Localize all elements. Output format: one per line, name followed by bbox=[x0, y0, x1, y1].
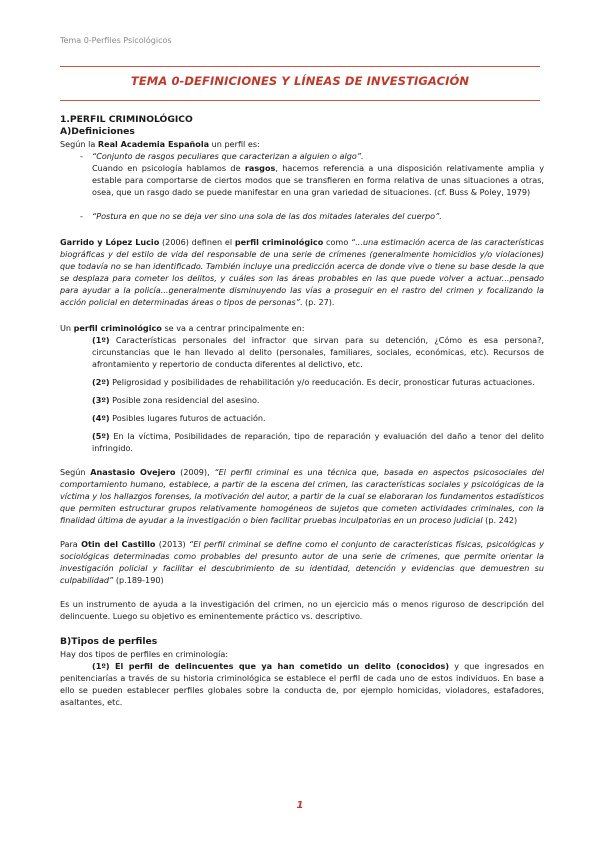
focus-point-2: (2º) Peligrosidad y posibilidades de rehabilitación y/o reeducación. Es decir, pronosticar futuras actuaciones. bbox=[92, 377, 535, 387]
definition-item-1 bbox=[60, 150, 544, 198]
subheading-definiciones: A)Definiciones bbox=[60, 126, 135, 137]
section-heading-perfil: 1.PERFIL CRIMINOLÓGICO bbox=[60, 114, 193, 125]
title-rule-bottom bbox=[60, 100, 540, 101]
tipos-item-1: (1º) El perfil de delincuentes que ya han cometido un delito (conocidos) y que ingresados en penitenciarías a través de su historia criminológica se establece el perfil de cada uno de estos individuos. En base a ello se pueden establecer perfiles globales sobre la conducta de, por ejemplo homicidas, violadores, estafadores, asaltantes, etc. bbox=[60, 661, 544, 707]
focus-point-4: (4º) Posibles lugares futuros de actuación. bbox=[92, 413, 266, 423]
subheading-tipos: B)Tipos de perfiles bbox=[60, 636, 158, 647]
closing-paragraph: Es un instrumento de ayuda a la investigación del crimen, no un ejercicio más o menos riguroso de descripción del delincuente. Luego su objetivo es eminentemente práctico vs. descriptivo. bbox=[60, 599, 544, 621]
dash-bullet: - bbox=[80, 211, 83, 221]
focus-points-list bbox=[60, 334, 544, 454]
definition-item-2 bbox=[60, 210, 544, 222]
document-title: TEMA 0-DEFINICIONES Y LÍNEAS DE INVESTIGACIÓN bbox=[130, 74, 470, 88]
dash-bullet: - bbox=[80, 151, 83, 161]
focus-point-5: (5º) En la víctima, Posibilidades de reparación, tipo de reparación y evaluación del daño a tenor del delito infringido. bbox=[92, 431, 544, 453]
title-rule-top bbox=[60, 66, 540, 67]
garrido-paragraph: Garrido y López Lucio (2006) definen el perfil criminológico como “...una estimación acerca de las características biográficas y del estilo de vida del responsable de una serie de crímenes (generalmente homicidios y/o violaciones) que todavía no se han identificado. También incluye una predicción acerca de donde vive o tiene su base desde la que se desplaza para cometer los delitos, y cuáles son las áreas probables en las que puede volver a actuar...pensado para ayudar a la policía...generalmente disminuyendo las vías a proseguir en el rastro del crimen y focalizando la acción policial en determinadas áreas o tipos de personas”. (p. 27). bbox=[60, 237, 544, 307]
tipos-intro: Hay dos tipos de perfiles en criminología: bbox=[60, 649, 229, 659]
page-number: 1 bbox=[296, 800, 304, 811]
document-body bbox=[60, 114, 544, 708]
definition-quote-1: “Conjunto de rasgos peculiares que caracterizan a alguien o algo”. bbox=[92, 151, 364, 161]
focus-point-3: (3º) Posible zona residencial del asesino. bbox=[92, 395, 260, 405]
ovejero-paragraph: Según Anastasio Ovejero (2009), “El perfil criminal es una técnica que, basada en aspectos psicosociales del comportamiento humano, establece, a partir de la escena del crimen, las características sociales y psicológicas de la víctima y los hallazgos forenses, la motivación del autor, a partir de la cual se elaboraran los fundamentos estadísticos que permiten estructurar grupos relativamente homogéneos de sujetos que cometen actividades criminales, con la finalidad última de ayudar a la investigación o bien facilitar pruebas inculpatorias en un proceso judicial (p. 242) bbox=[60, 467, 544, 525]
definition-quote-2: “Postura en que no se deja ver sino una sola de las dos mitades laterales del cuerpo”. bbox=[92, 211, 442, 221]
focus-point-1: (1º) Características personales del infractor que sirvan para su detención, ¿Cómo es esa persona?, circunstancias que le han llevado al delito (personales, familiares, sociales, económicas, etc). Recursos de afrontamiento y repertorio de conducta diferentes al delictivo, etc. bbox=[92, 335, 544, 369]
rasgos-explanation: Cuando en psicología hablamos de rasgos, hacemos referencia a una disposición relativamente amplia y estable para comportarse de ciertos modos que se transfieren en forma relativa de unas situaciones a otras, osea, que un rasgo dado se puede manifestar en una gran variedad de situaciones. (cf. Buss & Poley, 1979) bbox=[92, 163, 545, 197]
rae-intro: Según la Real Academia Española un perfil es: bbox=[60, 139, 260, 149]
otin-paragraph: Para Otin del Castillo (2013) “El perfil criminal se define como el conjunto de características físicas, psicológicas y sociológicas determinadas como probables del presunto autor de una serie de crímenes, que permite orientar la investigación policial y facilitar el descubrimiento de su identidad, detención y evidencias que demuestren su culpabilidad” (p.189-190) bbox=[60, 539, 544, 585]
running-header: Tema 0-Perfiles Psicológicos bbox=[60, 36, 172, 45]
centra-intro: Un perfil criminológico se va a centrar principalmente en: bbox=[60, 323, 305, 333]
